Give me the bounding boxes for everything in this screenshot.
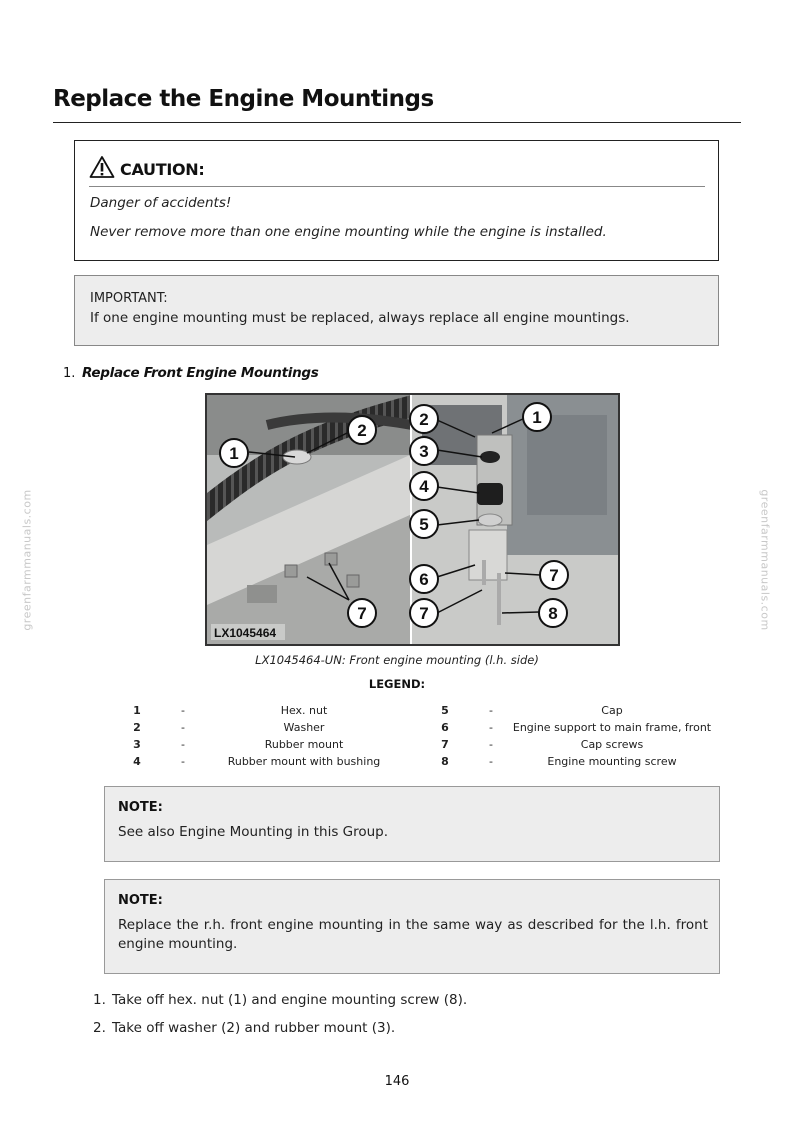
caution-line-1: Danger of accidents! [90,195,232,211]
callout-label: 2 [357,421,367,440]
legend-title: LEGEND: [368,677,426,691]
legend-text: Hex. nut [280,704,328,717]
instruction-text: Take off washer (2) and rubber mount (3). [112,1020,396,1036]
legend-dash: - [181,704,185,717]
note-box [104,786,720,862]
legend-text: Rubber mount with bushing [227,755,381,768]
step-title: Replace Front Engine Mountings [82,365,319,381]
figure-caption: LX1045464-UN: Front engine mounting (l.h. side) [255,653,539,667]
callout-label: 7 [549,566,559,585]
engine-mounting-photo [207,395,618,644]
instruction-number: 2. [93,1020,106,1036]
engine-mounting-figure [205,393,620,646]
legend-dash: - [489,704,493,717]
legend-number: 4 [133,755,141,768]
legend-number: 3 [133,738,141,751]
legend-dash: - [181,755,185,768]
note-label: NOTE: [118,893,163,908]
callout-label: 7 [419,604,429,623]
caution-label: CAUTION: [120,159,205,179]
note-text: See also Engine Mounting in this Group. [118,824,389,840]
legend-row [0,721,794,737]
figure-id-label: LX1045464 [214,626,277,640]
caution-line-2: Never remove more than one engine mounting while the engine is installed. [90,224,607,240]
legend-number: 1 [133,704,141,717]
callout-label: 1 [229,444,239,463]
caution-box [74,140,719,261]
legend-dash: - [181,738,185,751]
legend-dash: - [489,738,493,751]
callout-label: 8 [548,604,558,623]
callout-label: 2 [419,410,429,429]
important-text: If one engine mounting must be replaced, always replace all engine mountings. [90,310,630,326]
legend-text: Engine support to main frame, front [512,721,712,734]
legend-text: Engine mounting screw [547,755,677,768]
page-title: Replace the Engine Mountings [53,86,434,112]
legend-text: Washer [283,721,325,734]
callout-label: 4 [419,477,429,496]
legend-row [0,704,794,720]
callout-label: 1 [532,408,542,427]
legend-text: Rubber mount [264,738,344,751]
note-box [104,879,720,974]
legend-dash: - [489,721,493,734]
legend-dash: - [181,721,185,734]
callout-label: 3 [419,442,429,461]
legend-number: 8 [441,755,449,768]
page-number: 146 [384,1074,410,1089]
legend-row [0,755,794,771]
watermark-right: greenfarmmanuals.com [758,489,772,631]
step-number: 1. [63,366,76,381]
legend-dash: - [489,755,493,768]
important-box [74,275,719,346]
note-label: NOTE: [118,800,163,815]
legend-number: 7 [441,738,449,751]
caution-divider [89,186,705,187]
legend-text: Cap screws [580,738,644,751]
callout-label: 5 [419,515,429,534]
title-underline [53,122,741,123]
legend-text: Cap [601,704,623,717]
legend-number: 6 [441,721,449,734]
instruction-text: Take off hex. nut (1) and engine mounting screw (8). [112,992,468,1008]
caution-header [89,155,204,183]
instruction-number: 1. [93,992,106,1008]
callout-label: 7 [357,604,367,623]
legend-number: 5 [441,704,449,717]
watermark-left: greenfarmmanuals.com [20,489,34,631]
legend-number: 2 [133,721,141,734]
note-text-line-2: engine mounting. [118,936,238,952]
important-label: IMPORTANT: [90,291,168,306]
note-text-line-1: Replace the r.h. front engine mounting in the same way as described for the l.h. front [118,917,708,933]
warning-triangle-icon [89,155,115,183]
legend-row [0,738,794,754]
callout-label: 6 [419,570,429,589]
